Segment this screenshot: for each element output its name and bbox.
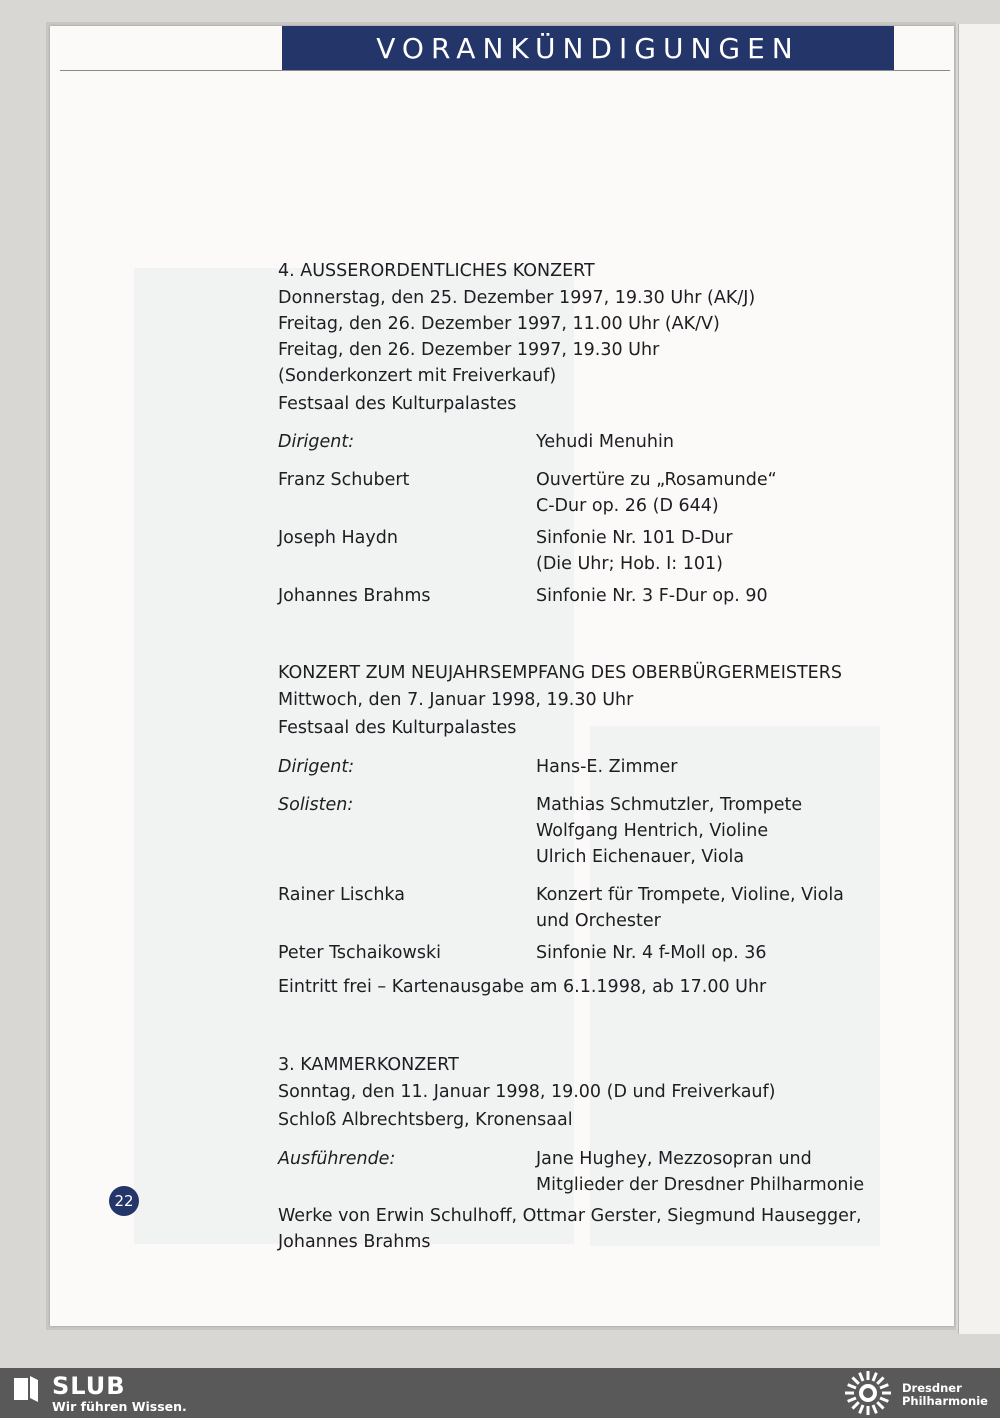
philharmonie-line-1: Dresdner — [902, 1381, 962, 1395]
concert2-composer-2: Peter Tschaikowski — [278, 943, 441, 963]
concert1-venue: Festsaal des Kulturpalastes — [278, 394, 517, 414]
concert2-venue: Festsaal des Kulturpalastes — [278, 718, 517, 738]
adjacent-page-edge — [958, 24, 1000, 1334]
concert2-soloist-3: Ulrich Eichenauer, Viola — [536, 847, 745, 867]
concert1-title: 4. AUSSERORDENTLICHES KONZERT — [278, 261, 595, 281]
concert1-date-1: Donnerstag, den 25. Dezember 1997, 19.30 Uhr (AK/J) — [278, 288, 756, 308]
concert1-composer-2: Joseph Haydn — [278, 528, 398, 548]
concert2-admission: Eintritt frei – Kartenausgabe am 6.1.1998, ab 17.00 Uhr — [278, 977, 767, 997]
concert2-composer-1: Rainer Lischka — [278, 885, 405, 905]
concert2-work-1-detail: und Orchester — [536, 911, 661, 931]
concert3-date: Sonntag, den 11. Januar 1998, 19.00 (D und Freiverkauf) — [278, 1082, 776, 1102]
concert2-work-2: Sinfonie Nr. 4 f-Moll op. 36 — [536, 943, 767, 963]
slub-logo-icon — [12, 1374, 40, 1404]
concert1-conductor-label: Dirigent: — [278, 432, 355, 452]
page-number: 22 — [114, 1192, 134, 1210]
concert3-performer-1: Jane Hughey, Mezzosopran und — [536, 1149, 812, 1169]
concert3-venue: Schloß Albrechtsberg, Kronensaal — [278, 1110, 573, 1130]
concert2-soloist-1: Mathias Schmutzler, Trompete — [536, 795, 803, 815]
concert1-date-2: Freitag, den 26. Dezember 1997, 11.00 Uhr (AK/V) — [278, 314, 720, 334]
concert3-works-2: Johannes Brahms — [278, 1232, 431, 1252]
philharmonie-logo-icon — [842, 1370, 894, 1416]
slub-tagline: Wir führen Wissen. — [52, 1399, 187, 1414]
concert1-work-3: Sinfonie Nr. 3 F-Dur op. 90 — [536, 586, 768, 606]
slub-name: SLUB — [52, 1372, 126, 1400]
concert2-conductor: Hans-E. Zimmer — [536, 757, 678, 777]
concert1-composer-1: Franz Schubert — [278, 470, 410, 490]
section-header — [282, 26, 894, 70]
concert2-title: KONZERT ZUM NEUJAHRSEMPFANG DES OBERBÜRGERMEISTERS — [278, 663, 842, 683]
concert1-work-2-detail: (Die Uhr; Hob. I: 101) — [536, 554, 723, 574]
concert1-work-1-detail: C-Dur op. 26 (D 644) — [536, 496, 719, 516]
concert1-composer-3: Johannes Brahms — [278, 586, 431, 606]
concert1-date-3: Freitag, den 26. Dezember 1997, 19.30 Uhr — [278, 340, 660, 360]
concert2-soloist-2: Wolfgang Hentrich, Violine — [536, 821, 769, 841]
section-title: VORANKÜNDIGUNGEN — [376, 31, 800, 65]
concert3-title: 3. KAMMERKONZERT — [278, 1055, 459, 1075]
concert3-works-1: Werke von Erwin Schulhoff, Ottmar Gerster, Siegmund Hausegger, — [278, 1206, 862, 1226]
concert1-note: (Sonderkonzert mit Freiverkauf) — [278, 366, 557, 386]
concert2-date: Mittwoch, den 7. Januar 1998, 19.30 Uhr — [278, 690, 634, 710]
philharmonie-line-2: Philharmonie — [902, 1394, 988, 1408]
concert1-conductor: Yehudi Menuhin — [536, 432, 674, 452]
concert1-work-1: Ouvertüre zu „Rosamunde“ — [536, 470, 777, 490]
concert2-soloists-label: Solisten: — [278, 795, 354, 815]
concert3-performers-label: Ausführende: — [278, 1149, 396, 1169]
page-number-badge — [109, 1186, 139, 1216]
philharmonie-wordmark — [902, 1382, 988, 1408]
concert1-work-2: Sinfonie Nr. 101 D-Dur — [536, 528, 733, 548]
concert2-work-1: Konzert für Trompete, Violine, Viola — [536, 885, 844, 905]
concert3-performer-2: Mitglieder der Dresdner Philharmonie — [536, 1175, 865, 1195]
viewer-footer — [0, 1368, 1000, 1418]
concert2-conductor-label: Dirigent: — [278, 757, 355, 777]
header-rule — [60, 70, 950, 71]
